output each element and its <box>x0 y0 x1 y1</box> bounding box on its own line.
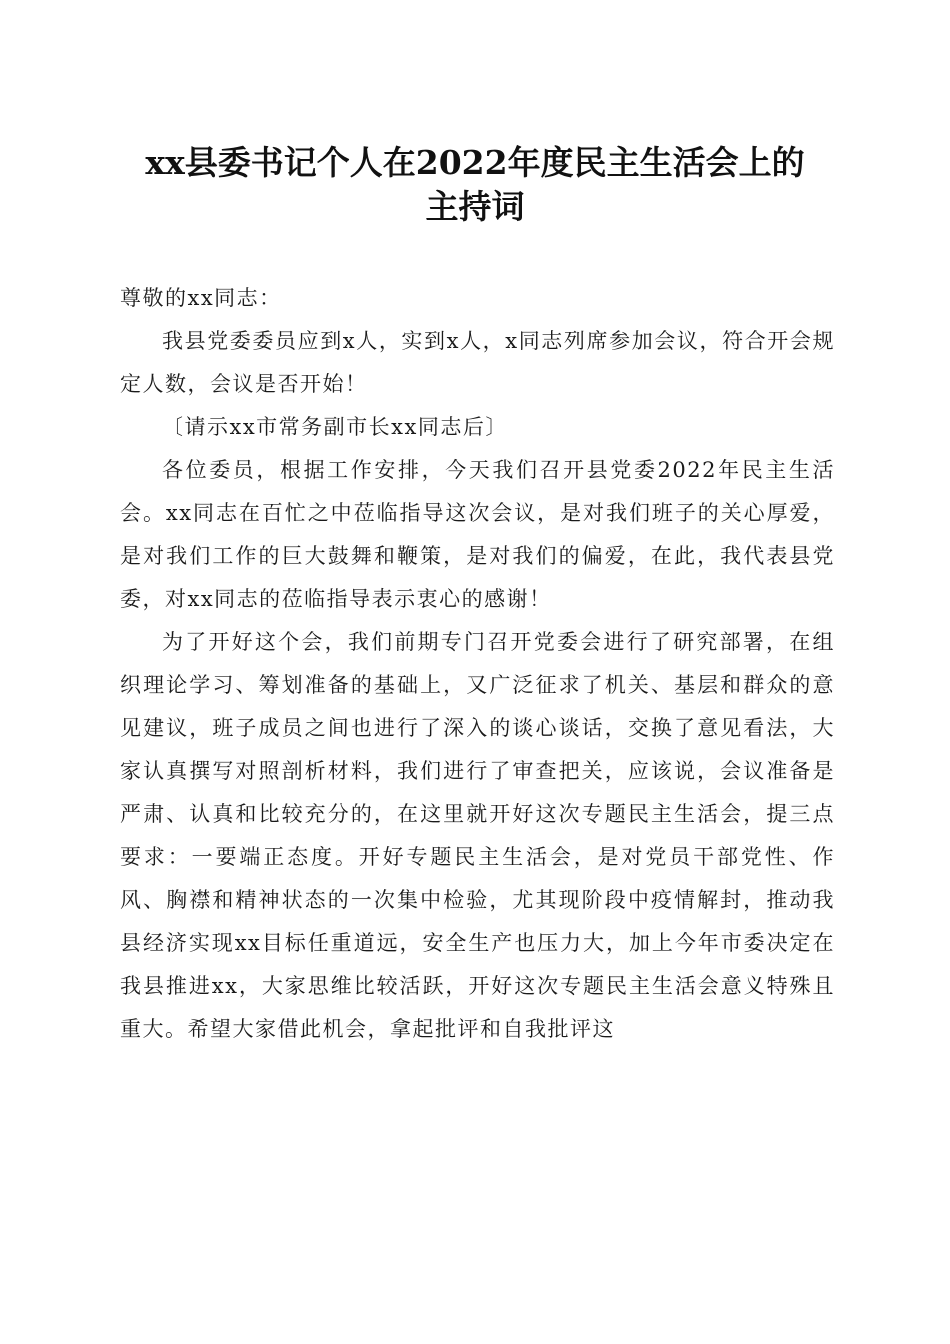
paragraph-requirements: 为了开好这个会，我们前期专门召开党委会进行了研究部署，在组织理论学习、筹划准备的基础上，又广泛征求了机关、基层和群众的意见建议，班子成员之间也进行了深入的谈心谈话，交换了意见看法，大家认真撰写对照剖析材料，我们进行了审查把关，应该说，会议准备是严肃、认真和比较充分的，在这里就开好这次专题民主生活会，提三点要求：一要端正态度。开好专题民主生活会，是对党员干部党性、作风、胸襟和精神状态的一次集中检验，尤其现阶段中疫情解封，推动我县经济实现xx目标任重道远，安全生产也压力大，加上今年市委决定在我县推进xx，大家思维比较活跃，开好这次专题民主生活会意义特殊且重大。希望大家借此机会，拿起批评和自我批评这 <box>120 630 835 1041</box>
salutation: 尊敬的xx同志： <box>120 286 282 310</box>
paragraph-welcome: 各位委员，根据工作安排，今天我们召开县党委2022年民主生活会。xx同志在百忙之中莅临指导这次会议，是对我们班子的关心厚爱，是对我们工作的巨大鼓舞和鞭策，是对我们的偏爱，在此，我代表县党委，对xx同志的莅临指导表示衷心的感谢！ <box>120 458 835 611</box>
paragraph-stage-direction: 〔请示xx市常务副市长xx同志后〕 <box>162 415 508 439</box>
document-title-line-1: xx县委书记个人在2022年度民主生活会上的 <box>145 143 805 182</box>
paragraph-quorum: 我县党委委员应到x人，实到x人，x同志列席参加会议，符合开会规定人数，会议是否开始！ <box>120 329 835 396</box>
document-body <box>120 277 835 1051</box>
document-title-line-2: 主持词 <box>425 187 525 226</box>
